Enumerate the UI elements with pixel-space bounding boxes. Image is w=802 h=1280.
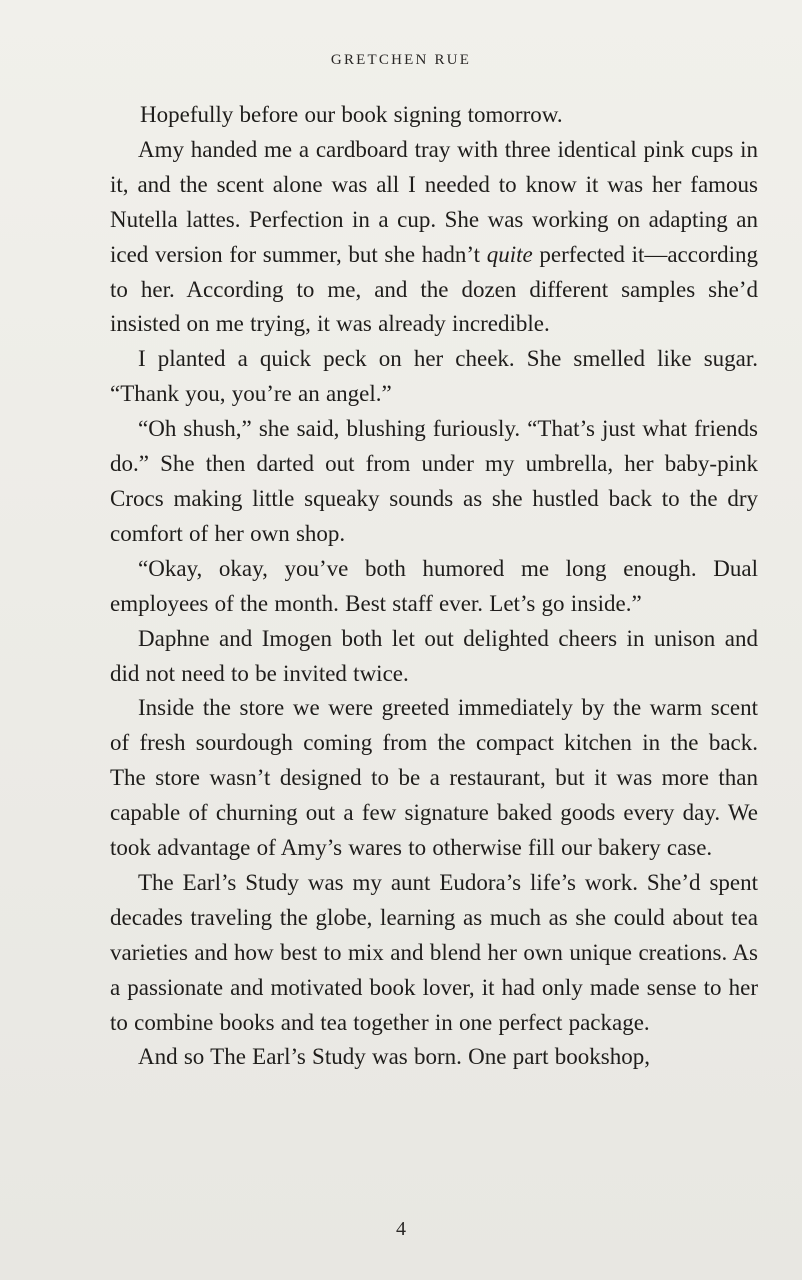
paragraph-1: Hopefully before our book signing tomorrow. xyxy=(140,102,563,127)
page-number: 4 xyxy=(396,1218,406,1240)
paragraph-3: I planted a quick peck on her cheek. She smelled like sugar. “Thank you, you’re an angel.” xyxy=(110,346,758,407)
paragraph-4: “Oh shush,” she said, blushing furiously. “That’s just what friends do.” She then darted out from under my umbrella, her baby-pink Crocs making little squeaky sounds as she hustled back to the dry comfort of her own shop. xyxy=(110,416,758,546)
paragraph-9: And so The Earl’s Study was born. One part bookshop, xyxy=(138,1044,650,1070)
emphasis-quite: quite xyxy=(486,241,533,267)
paragraph-6: Daphne and Imogen both let out delighted cheers in unison and did not need to be invited twice. xyxy=(110,625,758,686)
paragraph-2 xyxy=(110,133,758,342)
running-head-author: GRETCHEN RUE xyxy=(330,52,472,68)
paragraph-2-part-2: perfected it—according to her. According to me, and the dozen different samples she’d insisted on me trying, it was already incredible. xyxy=(110,241,759,337)
paragraph-7: Inside the store we were greeted immediately by the warm scent of fresh sourdough coming from the compact kitchen in the back. The store wasn’t designed to be a restaurant, but it was more than capable of churning out a few signature baked goods every day. We took advantage of Amy’s wares to otherwise fill our bakery case. xyxy=(110,695,758,861)
paragraph-2-part-1: Amy handed me a cardboard tray with three identical pink cups in it, and the scent alone was all I needed to know it was her famous Nutella lattes. Perfection in a cup. She was working on adapting an iced version for summer, but she hadn’t xyxy=(110,136,758,267)
body-text xyxy=(110,98,758,1075)
paragraph-8: The Earl’s Study was my aunt Eudora’s life’s work. She’d spent decades traveling the globe, learning as much as she could about tea varieties and how best to mix and blend her own unique creations. As a passionate and motivated book lover, it had only made sense to her to combine books and tea together in one perfect package. xyxy=(110,869,758,1035)
paragraph-5: “Okay, okay, you’ve both humored me long enough. Dual employees of the month. Best staff ever. Let’s go inside.” xyxy=(110,555,758,616)
